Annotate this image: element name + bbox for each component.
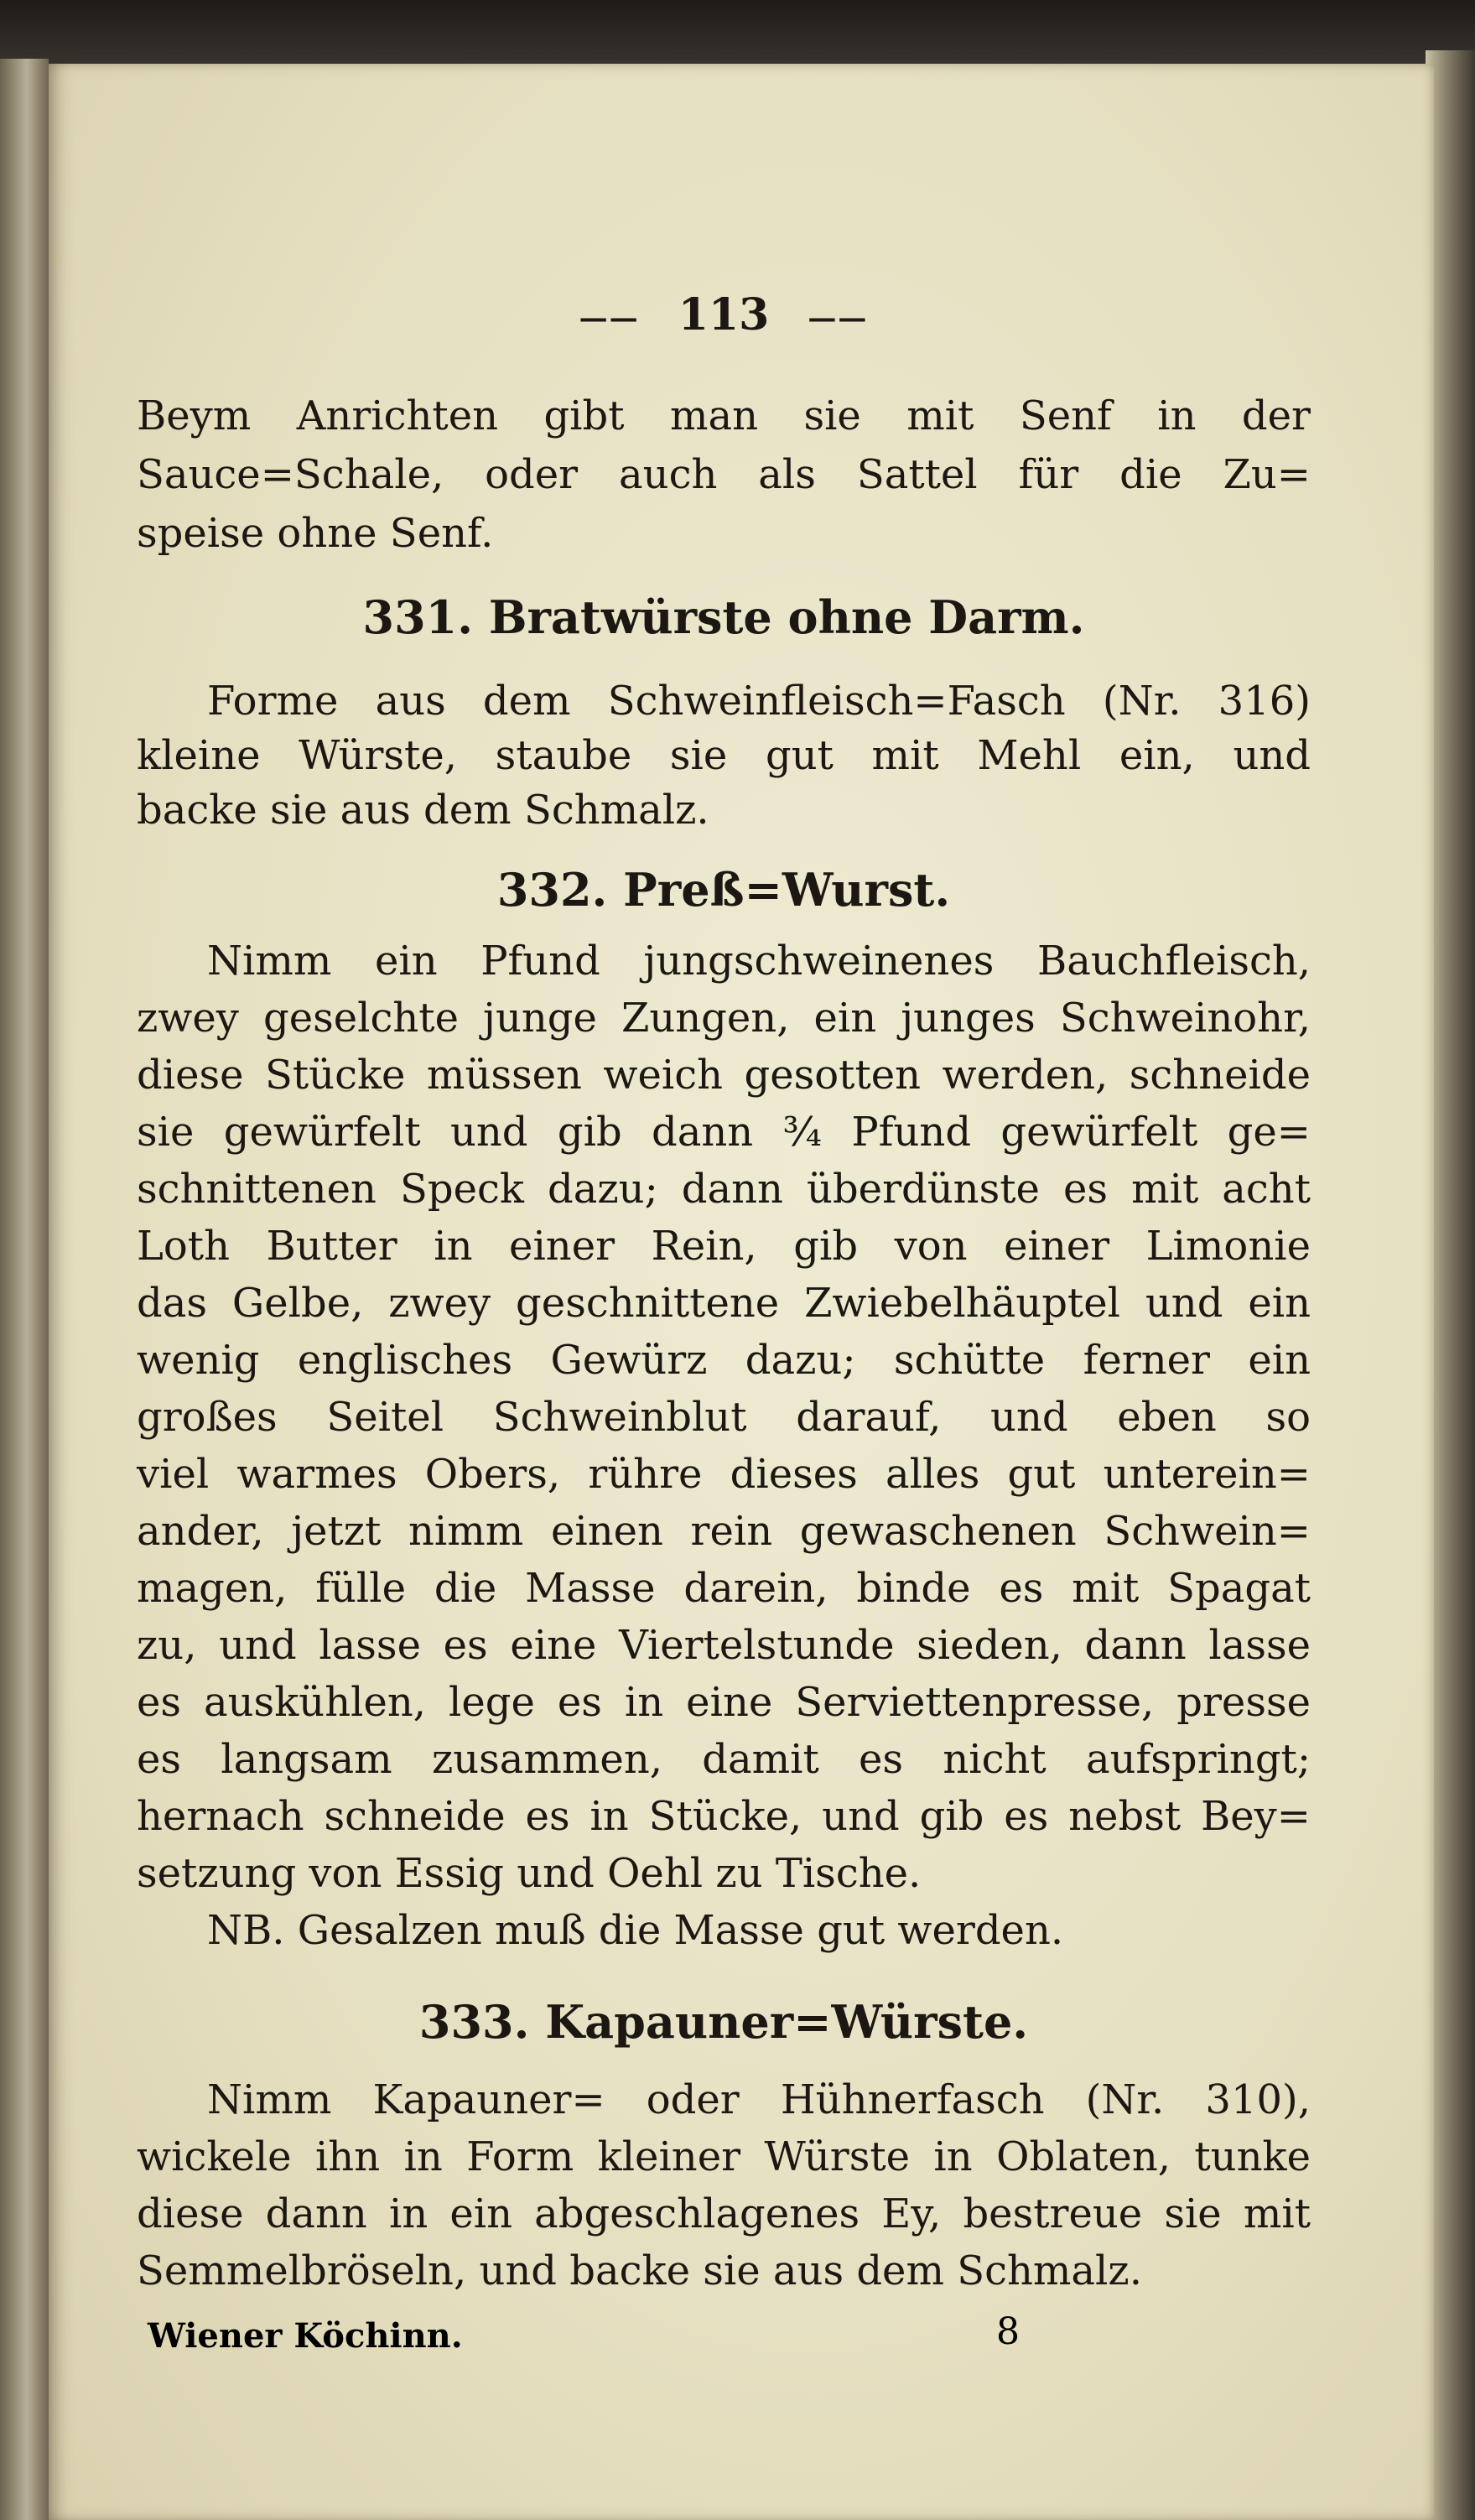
text-line: hernach schneide es in Stücke, und gib es nebst Bey= (137, 1793, 1311, 1840)
text-line: speise ohne Senf. (137, 510, 494, 557)
section-heading: 332. Preß=Wurst. (496, 863, 951, 917)
section-heading: 333. Kapauner=Würste. (418, 1995, 1029, 2049)
text-line: backe sie aus dem Schmalz. (137, 787, 709, 834)
sheet-number: 8 (996, 2310, 1020, 2353)
text-line: großes Seitel Schweinblut darauf, und eben so (137, 1394, 1311, 1441)
book-page (49, 64, 1434, 2520)
text-line: zu, und lasse es eine Viertelstunde sieden, dann lasse (137, 1622, 1311, 1669)
text-line: das Gelbe, zwey geschnittene Zwiebelhäuptel und ein (137, 1280, 1311, 1327)
text-line: Sauce=Schale, oder auch als Sattel für die Zu= (137, 451, 1311, 498)
text-line: sie gewürfelt und gib dann ¾ Pfund gewürfelt ge= (137, 1109, 1311, 1156)
text-line: Forme aus dem Schweinfleisch=Fasch (Nr. 316) (207, 678, 1311, 725)
text-line: Nimm Kapauner= oder Hühnerfasch (Nr. 310), (207, 2076, 1311, 2123)
text-line: schnittenen Speck dazu; dann überdünste es mit acht (137, 1166, 1311, 1213)
text-line: Beym Anrichten gibt man sie mit Senf in der (137, 392, 1311, 439)
page-number-header (137, 290, 1311, 344)
text-line: wenig englisches Gewürz dazu; schütte ferner ein (137, 1337, 1311, 1384)
header-dash-right: —— (808, 301, 869, 335)
signature-line: Wiener Köchinn. (148, 2316, 463, 2356)
text-line: diese dann in ein abgeschlagenes Ey, bestreue sie mit (137, 2190, 1311, 2237)
text-line: es auskühlen, lege es in eine Serviettenpresse, presse (137, 1679, 1311, 1726)
text-line: Loth Butter in einer Rein, gib von einer Limonie (137, 1223, 1311, 1270)
text-line: Semmelbröseln, und backe sie aus dem Schmalz. (137, 2247, 1142, 2294)
facing-page-edge (0, 59, 49, 2520)
text-line: kleine Würste, staube sie gut mit Mehl ein, und (137, 732, 1311, 779)
nb-note: NB. Gesalzen muß die Masse gut werden. (207, 1907, 1064, 1954)
text-line: wickele ihn in Form kleiner Würste in Oblaten, tunke (137, 2133, 1311, 2180)
text-line: setzung von Essig und Oehl zu Tische. (137, 1850, 922, 1897)
page-number: 113 (678, 289, 770, 340)
header-dash-left: —— (579, 301, 640, 335)
text-line: zwey geselchte junge Zungen, ein junges Schweinohr, (137, 995, 1311, 1042)
text-line: diese Stücke müssen weich gesotten werden, schneide (137, 1052, 1311, 1099)
section-heading: 331. Bratwürste ohne Darm. (362, 590, 1085, 644)
text-line: viel warmes Obers, rühre dieses alles gut unterein= (137, 1451, 1311, 1498)
text-line: magen, fülle die Masse darein, binde es mit Spagat (137, 1565, 1311, 1612)
text-line: es langsam zusammen, damit es nicht aufspringt; (137, 1736, 1311, 1783)
book-binding-top (0, 0, 1475, 69)
text-line: ander, jetzt nimm einen rein gewaschenen Schwein= (137, 1508, 1311, 1555)
text-line: Nimm ein Pfund jungschweinenes Bauchfleisch, (207, 938, 1311, 985)
